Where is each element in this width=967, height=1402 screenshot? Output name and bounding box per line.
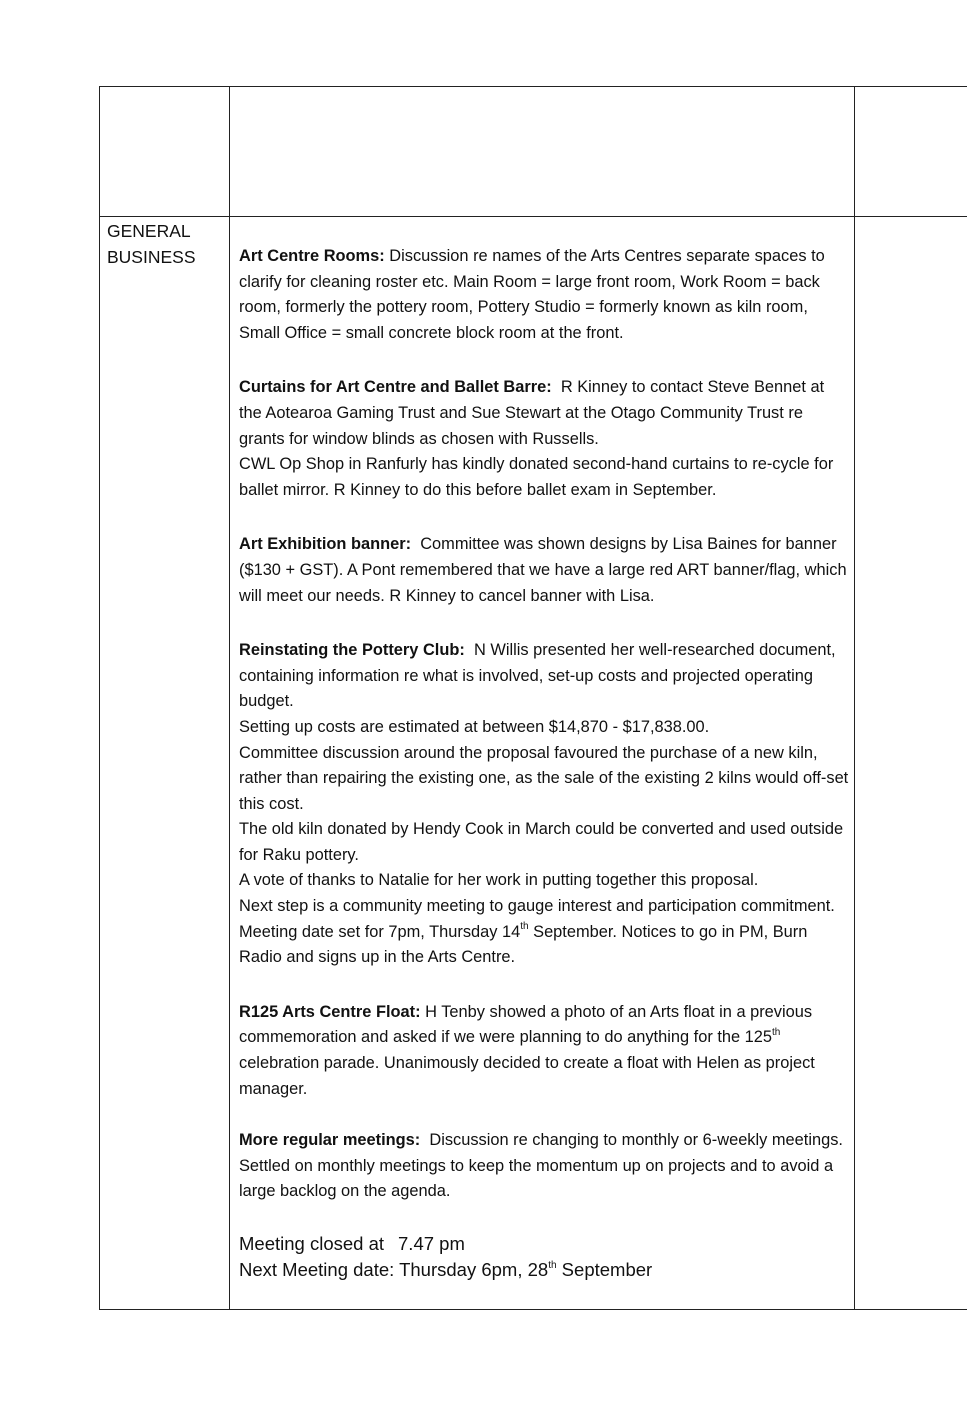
item-r125-float <box>239 1000 849 1102</box>
closed-label: Meeting closed at <box>239 1233 385 1254</box>
superscript: th <box>772 1026 781 1038</box>
next-meeting-line <box>239 1257 849 1283</box>
item-text: N Willis presented her well-researched document, containing information re what is involved, set-up costs and projected operating budget. <box>239 641 836 711</box>
meeting-closed-line <box>239 1231 849 1257</box>
next-meeting-label: Next Meeting date: Thursday 6pm, 28 <box>239 1259 549 1280</box>
item-regular-meetings <box>239 1128 849 1205</box>
general-business-content <box>239 244 849 1283</box>
item-heading: R125 Arts Centre Float: <box>239 1002 421 1021</box>
item-text: Discussion re names of the Arts Centres separate spaces to clarify for cleaning roster etc. Main Room = large front room, Work Room = back room, formerly the pottery room, Pottery Studio = formerly known as kiln room, Small Office = small concrete block room at the front. <box>239 247 825 342</box>
column-divider-2 <box>854 86 855 1310</box>
row-divider <box>99 216 967 217</box>
item-text: Committee was shown designs by Lisa Baines for banner ($130 + GST). A Pont remembered that we have a large red ART banner/flag, which will meet our needs. R Kinney to cancel banner with Lisa. <box>239 535 847 605</box>
column-divider-1 <box>229 86 230 1310</box>
item-art-exhibition-banner <box>239 532 849 609</box>
item-text: CWL Op Shop in Ranfurly has kindly donated second-hand curtains to re-cycle for ballet mirror. R Kinney to do this before ballet exam in September. <box>239 455 834 499</box>
item-text: Setting up costs are estimated at between $14,870 - $17,838.00. <box>239 717 710 736</box>
closed-time: 7.47 pm <box>398 1233 465 1254</box>
section-label-line-1: GENERAL <box>107 221 191 241</box>
superscript: th <box>548 1259 557 1271</box>
item-text: H Tenby showed a photo of an Arts float in a previous commemoration and asked if we were planning to do anything for the 125 <box>239 1002 813 1047</box>
item-text: Next step is a community meeting to gauge interest and participation commitment. Meeting date set for 7pm, Thursday 14 <box>239 897 835 941</box>
item-pottery-club <box>239 638 849 971</box>
item-heading: Curtains for Art Centre and Ballet Barre: <box>239 378 552 397</box>
item-text: Committee discussion around the proposal favoured the purchase of a new kiln, rather than repairing the existing one, as the sale of the existing 2 kilns would off-set this cost. <box>239 743 849 813</box>
item-heading: Art Centre Rooms: <box>239 247 385 265</box>
item-text: R Kinney to contact Steve Bennet at the Aotearoa Gaming Trust and Sue Stewart at the Otago Community Trust re grants for window blinds as chosen with Russells. <box>239 378 825 448</box>
item-heading: Art Exhibition banner: <box>239 535 412 554</box>
item-text: September. Notices to go in PM, Burn Radio and signs up in the Arts Centre. <box>239 922 808 967</box>
item-text: A vote of thanks to Natalie for her work in putting together this proposal. <box>239 871 759 890</box>
superscript: th <box>520 921 529 933</box>
next-meeting-tail: September <box>556 1259 653 1280</box>
item-text: Discussion re changing to monthly or 6-weekly meetings. Settled on monthly meetings to keep the momentum up on projects and to avoid a large backlog on the agenda. <box>239 1131 843 1201</box>
item-heading: Reinstating the Pottery Club: <box>239 641 465 660</box>
item-curtains <box>239 375 849 503</box>
item-text: celebration parade. Unanimously decided to create a float with Helen as project manager. <box>239 1054 815 1098</box>
section-label <box>107 218 196 270</box>
item-art-centre-rooms <box>239 244 849 346</box>
section-label-line-2: BUSINESS <box>107 247 196 267</box>
meeting-closing <box>239 1231 849 1283</box>
item-text: The old kiln donated by Hendy Cook in March could be converted and used outside for Raku pottery. <box>239 820 844 864</box>
item-heading: More regular meetings: <box>239 1131 421 1150</box>
